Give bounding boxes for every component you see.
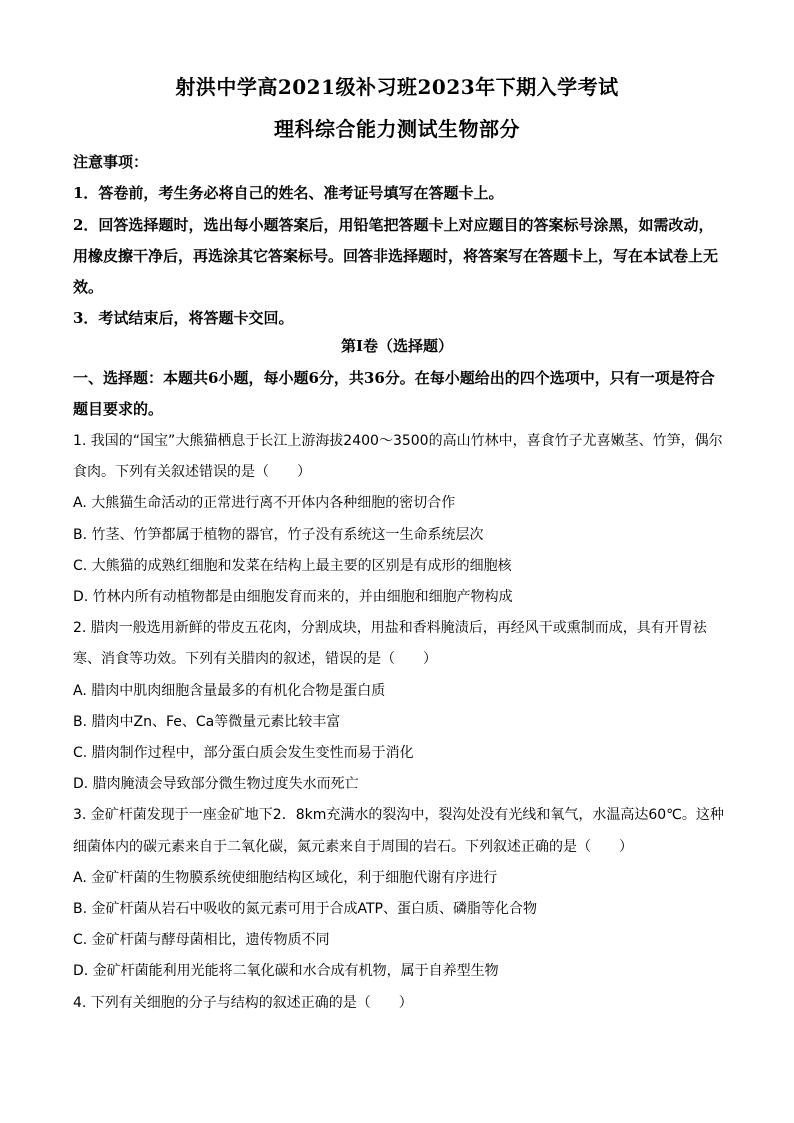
question-option: A. 金矿杆菌的生物膜系统使细胞结构区域化，利于细胞代谢有序进行: [73, 869, 498, 886]
notice-heading: 注意事项：: [73, 153, 149, 171]
question-option: D. 竹林内所有动植物都是由细胞发育而来的，并由细胞和细胞产物构成: [73, 589, 513, 606]
question-option: A. 腊肉中肌肉细胞含量最多的有机化合物是蛋白质: [73, 682, 386, 699]
question-list: [73, 426, 728, 1019]
question-stem: 1. 我国的“国宝”大熊猫栖息于长江上游海拔2400～3500的高山竹林中，喜食竹子尤喜嫩茎、竹笋，偶尔食肉。下列有关叙述错误的是（ ）: [73, 433, 723, 481]
question-2: [73, 613, 728, 800]
question-stem: 4. 下列有关细胞的分子与结构的叙述正确的是（ ）: [73, 994, 413, 1011]
question-option: D. 金矿杆菌能利用光能将二氧化碳和水合成有机物，属于自养型生物: [73, 963, 499, 980]
question-option: B. 腊肉中Zn、Fe、Ca等微量元素比较丰富: [73, 713, 341, 730]
question-option: C. 腊肉制作过程中，部分蛋白质会发生变性而易于消化: [73, 745, 414, 762]
notice-item: 3．考试结束后，将答题卡交回。: [73, 309, 294, 328]
exam-subtitle: 理科综合能力测试生物部分: [274, 117, 520, 141]
question-3: [73, 800, 728, 987]
question-stem: 3. 金矿杆菌发现于一座金矿地下2．8km充满水的裂沟中，裂沟处没有光线和氧气，水温高达60℃。这种细菌体内的碳元素来自于二氧化碳，氮元素来自于周围的岩石。下列叙述正确的是（ ）: [73, 807, 724, 855]
question-option: A. 大熊猫生命活动的正常进行离不开体内各种细胞的密切合作: [73, 495, 456, 512]
question-1: [73, 426, 728, 613]
question-4: [73, 988, 728, 1019]
exam-title: 射洪中学高2021级补习班2023年下期入学考试: [175, 75, 619, 99]
question-option: B. 竹茎、竹笋都属于植物的器官，竹子没有系统这一生命系统层次: [73, 526, 484, 543]
question-option: D. 腊肉腌渍会导致部分微生物过度失水而死亡: [73, 776, 359, 793]
section-instruction: 一、选择题：本题共6小题，每小题6分，共36分。在每小题给出的四个选项中，只有一项是符合题目要求的。: [73, 369, 715, 419]
notice-item: 1．答卷前，考生务必将自己的姓名、准考证号填写在答题卡上。: [73, 184, 504, 203]
notice-block: [73, 147, 728, 335]
notice-item: 2．回答选择题时，选出每小题答案后，用铅笔把答题卡上对应题目的答案标号涂黑，如需改动，用橡皮擦干净后，再选涂其它答案标号。回答非选择题时，将答案写在答题卡上，写在本试卷上无效。: [73, 215, 719, 297]
section-heading: 第I卷（选择题）: [340, 337, 454, 355]
question-option: B. 金矿杆菌从岩石中吸收的氮元素可用于合成ATP、蛋白质、磷脂等化合物: [73, 901, 537, 918]
question-option: C. 大熊猫的成熟红细胞和发菜在结构上最主要的区别是有成形的细胞核: [73, 557, 512, 574]
question-option: C. 金矿杆菌与酵母菌相比，遗传物质不同: [73, 932, 330, 949]
question-stem: 2. 腊肉一般选用新鲜的带皮五花肉，分割成块，用盐和香料腌渍后，再经风干或熏制而成，具有开胃祛寒、消食等功效。下列有关腊肉的叙述，错误的是（ ）: [73, 620, 707, 668]
